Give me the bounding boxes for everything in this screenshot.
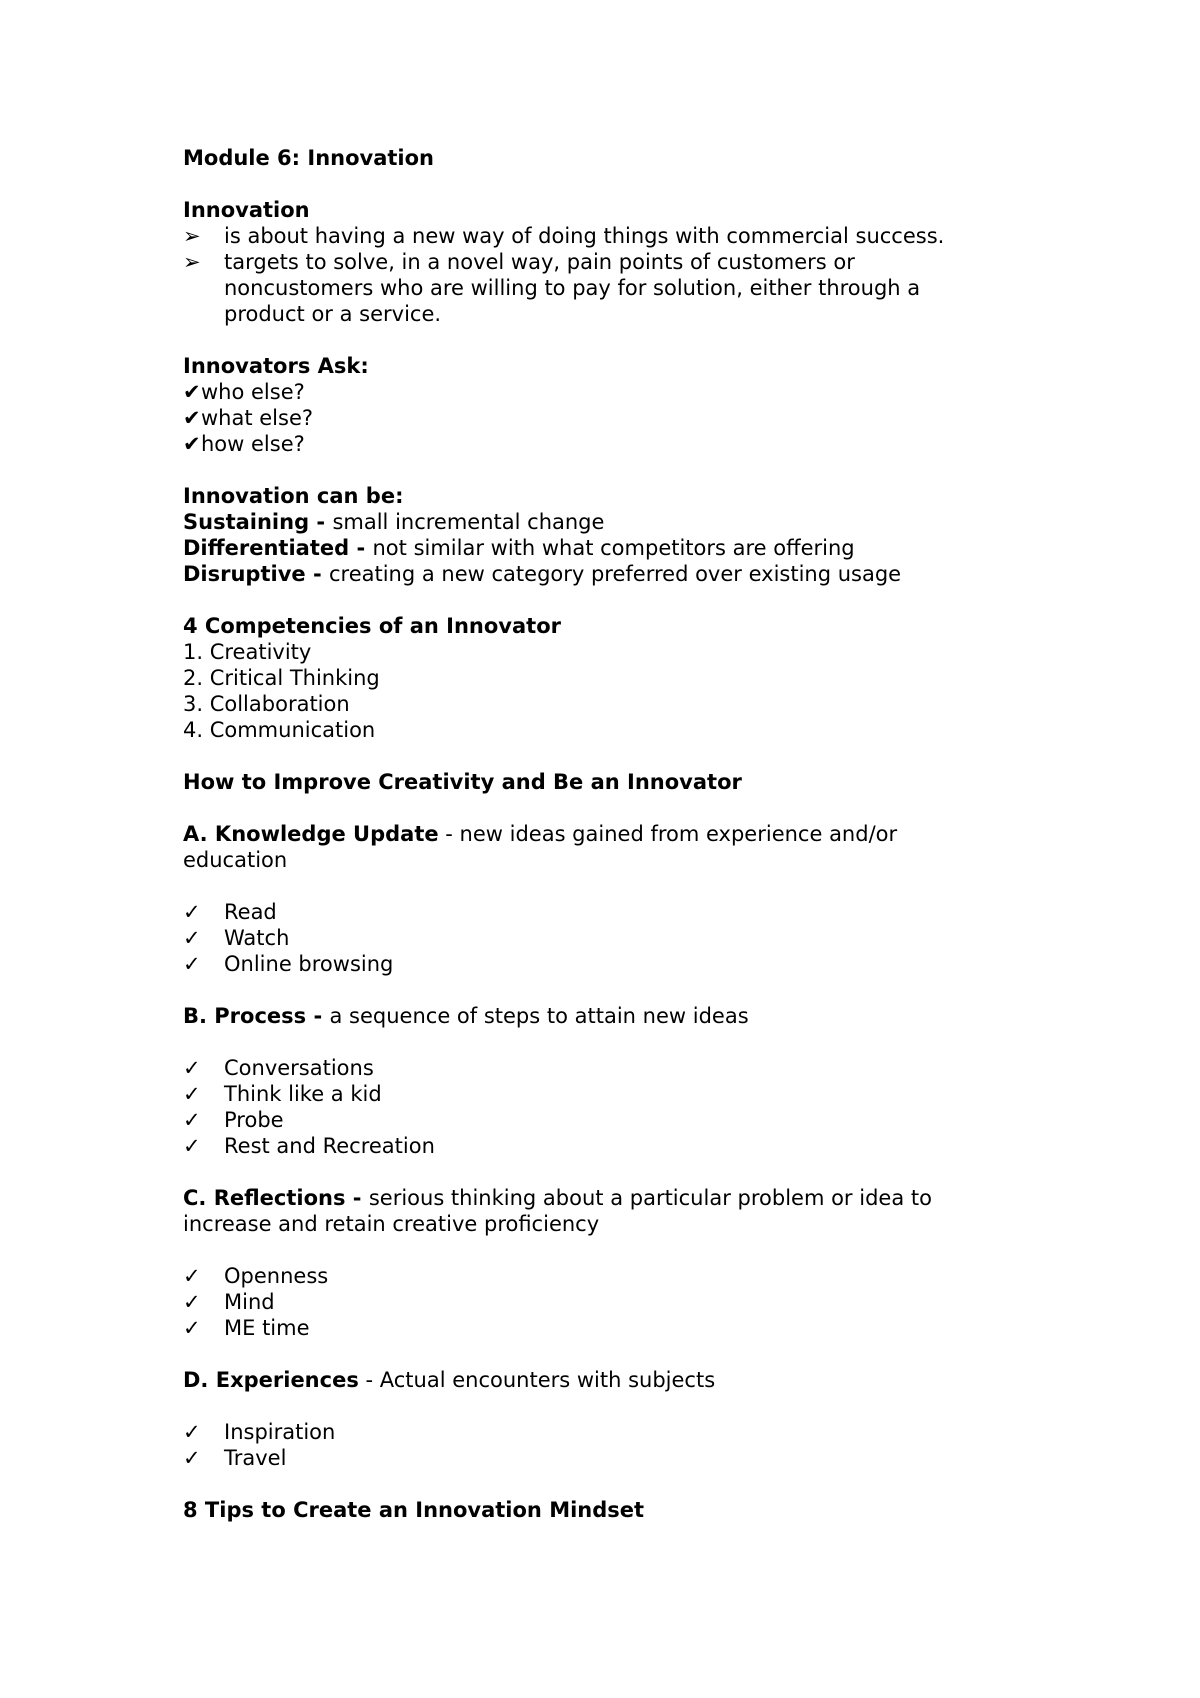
list-item: ✔how else? bbox=[183, 432, 305, 456]
list-item: ✓ Travel bbox=[183, 1446, 287, 1470]
heavy-check-icon: ✔ bbox=[183, 432, 201, 456]
list-item: 3. Collaboration bbox=[183, 692, 350, 716]
check-icon: ✓ bbox=[183, 1446, 201, 1470]
list-item: ✓ ME time bbox=[183, 1316, 310, 1340]
list-item: ➢ targets to solve, in a novel way, pain points of customers or noncustomers who are willing to pay for solution, either through a product or a service. bbox=[183, 250, 921, 326]
list-item: Sustaining - small incremental change bbox=[183, 510, 605, 534]
improve-heading: How to Improve Creativity and Be an Innovator bbox=[183, 770, 742, 794]
competencies-heading: 4 Competencies of an Innovator bbox=[183, 614, 561, 638]
check-icon: ✓ bbox=[183, 900, 201, 924]
list-item: ✓ Probe bbox=[183, 1108, 284, 1132]
innovators-ask-heading: Innovators Ask: bbox=[183, 354, 369, 378]
check-icon: ✓ bbox=[183, 1134, 201, 1158]
list-item: 4. Communication bbox=[183, 718, 376, 742]
list-item: ✓ Online browsing bbox=[183, 952, 394, 976]
section-heading: B. Process - a sequence of steps to attain new ideas bbox=[183, 1004, 749, 1028]
check-icon: ✓ bbox=[183, 926, 201, 950]
arrowhead-bullet-icon: ➢ bbox=[183, 224, 201, 248]
list-item: ✓ Watch bbox=[183, 926, 290, 950]
check-icon: ✓ bbox=[183, 1316, 201, 1340]
check-icon: ✓ bbox=[183, 952, 201, 976]
tips-heading: 8 Tips to Create an Innovation Mindset bbox=[183, 1498, 645, 1522]
section-heading: C. Reflections - serious thinking about a particular problem or idea to increase and retain creative proficiency bbox=[183, 1186, 932, 1236]
list-item: ✓ Read bbox=[183, 900, 277, 924]
section-heading: D. Experiences - Actual encounters with subjects bbox=[183, 1368, 716, 1392]
heavy-check-icon: ✔ bbox=[183, 380, 201, 404]
list-item: ✓ Think like a kid bbox=[183, 1082, 382, 1106]
heavy-check-icon: ✔ bbox=[183, 406, 201, 430]
document-content bbox=[183, 145, 1043, 1523]
list-item: ➢ is about having a new way of doing things with commercial success. bbox=[183, 224, 945, 248]
list-item: ✓ Conversations bbox=[183, 1056, 374, 1080]
list-item: ✓ Mind bbox=[183, 1290, 275, 1314]
arrowhead-bullet-icon: ➢ bbox=[183, 250, 201, 274]
check-icon: ✓ bbox=[183, 1056, 201, 1080]
check-icon: ✓ bbox=[183, 1264, 201, 1288]
list-item: ✔what else? bbox=[183, 406, 314, 430]
list-item: ✔who else? bbox=[183, 380, 305, 404]
innovation-types-heading: Innovation can be: bbox=[183, 484, 404, 508]
check-icon: ✓ bbox=[183, 1082, 201, 1106]
check-icon: ✓ bbox=[183, 1420, 201, 1444]
section-heading: A. Knowledge Update - new ideas gained from experience and/or education bbox=[183, 822, 898, 872]
list-item: Disruptive - creating a new category preferred over existing usage bbox=[183, 562, 902, 586]
list-item: ✓ Rest and Recreation bbox=[183, 1134, 435, 1158]
list-item: Differentiated - not similar with what competitors are offering bbox=[183, 536, 855, 560]
innovation-heading: Innovation bbox=[183, 198, 310, 222]
page-title: Module 6: Innovation bbox=[183, 146, 434, 170]
list-item: 2. Critical Thinking bbox=[183, 666, 380, 690]
list-item: 1. Creativity bbox=[183, 640, 312, 664]
check-icon: ✓ bbox=[183, 1108, 201, 1132]
list-item: ✓ Openness bbox=[183, 1264, 329, 1288]
check-icon: ✓ bbox=[183, 1290, 201, 1314]
list-item: ✓ Inspiration bbox=[183, 1420, 336, 1444]
